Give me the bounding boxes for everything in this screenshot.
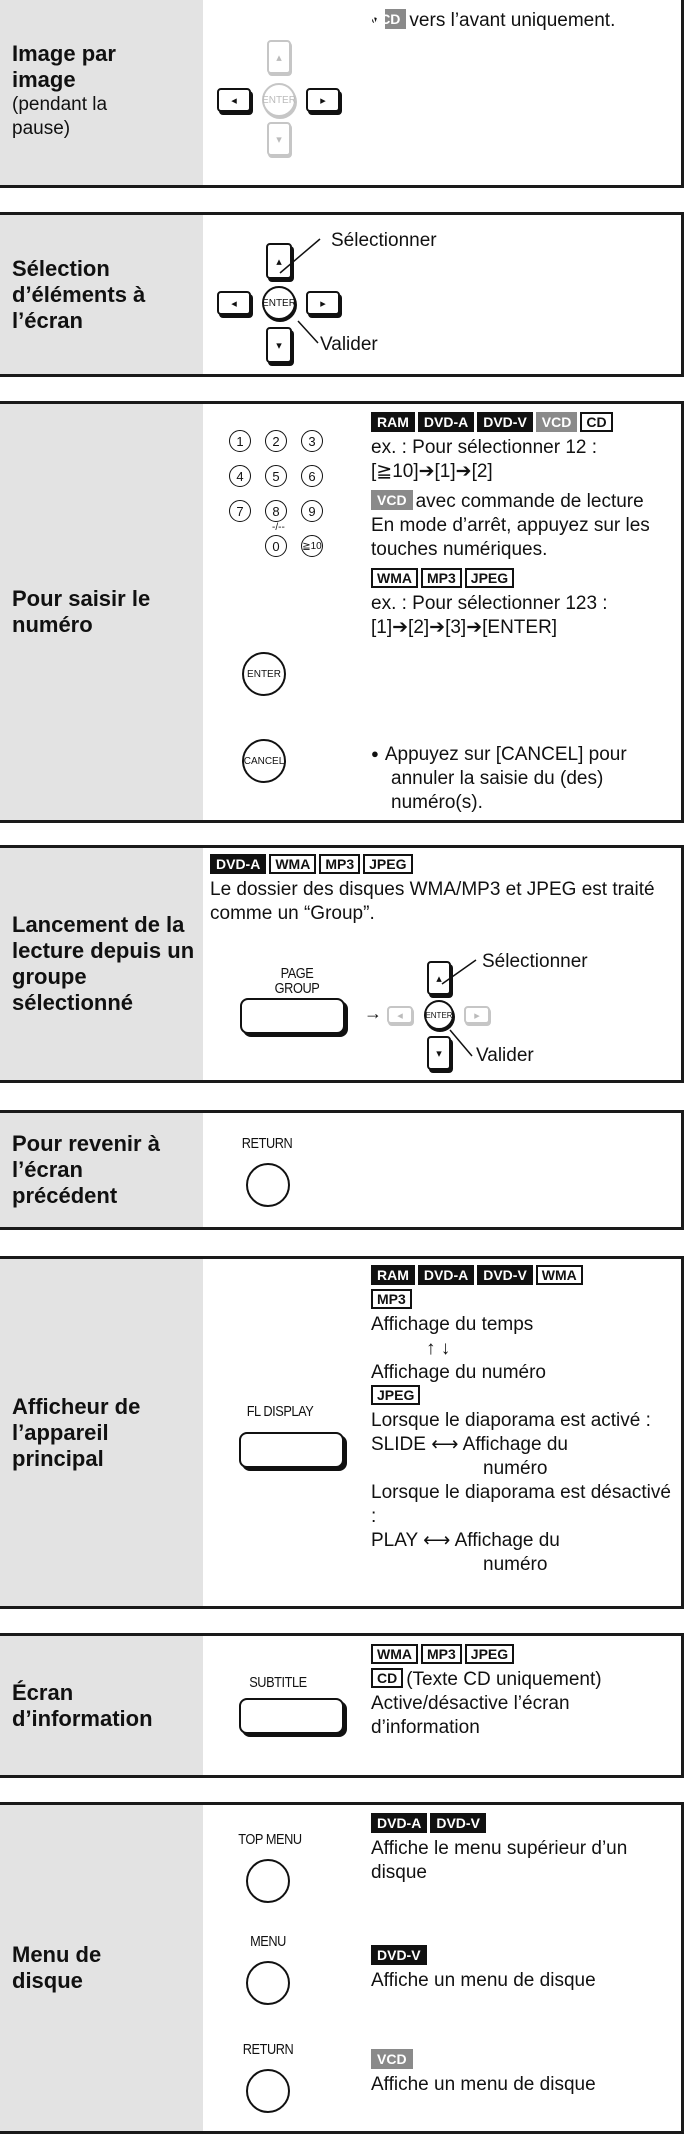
number-text: Affichage du numéro (371, 1362, 546, 1383)
section-return (0, 1110, 684, 1230)
right-button[interactable]: ▸ (464, 1006, 490, 1024)
down-button[interactable]: ▾ (267, 122, 291, 156)
subtitle-label: SUBTITLE (249, 1674, 307, 1691)
section-label (0, 215, 203, 374)
section-fl-display (0, 1256, 684, 1609)
page-group-label: PAGE GROUP (274, 965, 320, 997)
down-button[interactable]: ▾ (266, 327, 292, 363)
section-label (0, 1805, 203, 2131)
return-description: Affiche un menu de disque (371, 2074, 596, 2095)
return-text (371, 2049, 671, 2097)
section-frame-by-frame (0, 0, 684, 188)
top-menu-label: TOP MENU (238, 1831, 302, 1848)
return-label: RETURN (242, 2041, 294, 2058)
format-tags: DVD-A DVD-V (371, 1813, 671, 1837)
enter-button[interactable]: ENTER (262, 83, 296, 117)
key-7[interactable]: 7 (229, 500, 251, 522)
menu-text (371, 1945, 671, 1993)
play-line: PLAY ⟷ Affichage du (371, 1530, 560, 1551)
key-2[interactable]: 2 (265, 430, 287, 452)
label-title: Lancement de la lecture depuis un groupe sélectionné (12, 912, 195, 1015)
format-tags: DVD-A WMA MP3 JPEG (210, 854, 670, 878)
page-group-button[interactable] (240, 998, 345, 1034)
format-tags-1: RAM DVD-A DVD-V VCD CD (371, 412, 671, 436)
section-label (0, 1113, 203, 1227)
confirm-label: Valider (320, 334, 378, 355)
top-menu-text (371, 1813, 671, 1885)
enter-button[interactable]: ENTER (242, 652, 286, 696)
key-4[interactable]: 4 (229, 465, 251, 487)
key-10plus[interactable]: ≧10 (301, 535, 323, 557)
confirm-label: Valider (476, 1045, 534, 1066)
format-tag: VCD (371, 2049, 671, 2073)
label-title: Afficheur de l’appareil principal (12, 1393, 141, 1471)
format-tag: DVD-V (371, 1945, 671, 1969)
return-label: RETURN (241, 1135, 293, 1152)
left-button[interactable]: ◂ (217, 291, 251, 315)
section-label (0, 1259, 203, 1606)
label-subtitle: (pendant la pause) (12, 94, 108, 139)
select-label: Sélectionner (482, 951, 588, 972)
key-1[interactable]: 1 (229, 430, 251, 452)
format-tags: WMA MP3 JPEG (371, 1644, 671, 1668)
enter-button[interactable]: ENTER (424, 1000, 454, 1030)
section-label (0, 848, 203, 1080)
format-tags-2: WMA MP3 JPEG (371, 568, 671, 592)
key-0[interactable]: 0 (265, 535, 287, 557)
section-number-input (0, 401, 684, 823)
label-title: Écran d’information (12, 1679, 153, 1731)
slide-off-text: Lorsque le diaporama est désactivé : (371, 1482, 671, 1527)
slide-on-text: Lorsque le diaporama est activé : (371, 1410, 651, 1431)
section-label (0, 0, 203, 185)
time-text: Affichage du temps (371, 1314, 534, 1335)
format-tags-1: RAM DVD-A DVD-V WMA (371, 1265, 671, 1289)
slide-line-2: numéro (483, 1458, 548, 1479)
up-button[interactable]: ▴ (266, 243, 292, 279)
up-button[interactable]: ▴ (267, 40, 291, 74)
key-8[interactable]: 8 (265, 500, 287, 522)
number-text (371, 412, 671, 640)
label-title: Pour revenir à l’écran précédent (12, 1131, 160, 1208)
select-label: Sélectionner (331, 230, 437, 251)
label-title: Sélection d’éléments à l’écran (12, 255, 146, 333)
section-select-items (0, 212, 684, 377)
enter-button[interactable]: ENTER (262, 286, 296, 320)
menu-description: Affiche un menu de disque (371, 1970, 596, 1991)
display-text (371, 1265, 671, 1577)
info-text (371, 1644, 671, 1740)
section-info-screen (0, 1633, 684, 1778)
sequence-1: [≧10]➔[1]➔[2] (371, 461, 493, 482)
key-5[interactable]: 5 (265, 465, 287, 487)
return-button[interactable] (246, 1163, 290, 1207)
example-2: ex. : Pour sélectionner 123 : (371, 593, 608, 614)
menu-label: MENU (250, 1933, 286, 1950)
format-tag-2: JPEG (371, 1385, 671, 1409)
left-button[interactable]: ◂ (387, 1006, 413, 1024)
format-tag: VCD (385, 9, 407, 29)
example-1: ex. : Pour sélectionner 12 : (371, 437, 598, 458)
stop-mode-text: En mode d’arrêt, appuyez sur les touches numériques. (371, 515, 650, 560)
down-button[interactable]: ▾ (427, 1036, 451, 1070)
left-button[interactable]: ◂ (217, 88, 251, 112)
slide-line: SLIDE ⟷ Affichage du (371, 1434, 568, 1455)
section-disc-menu (0, 1802, 684, 2134)
cancel-note: ● Appuyez sur [CANCEL] pour annuler la saisie du (des) numéro(s). (371, 742, 671, 815)
return-button[interactable] (246, 2069, 290, 2113)
play-line-2: numéro (483, 1554, 548, 1575)
section-label (0, 404, 203, 820)
info-description: Active/désactive l’écran d’information (371, 1693, 570, 1738)
group-text (210, 854, 670, 926)
fl-display-button[interactable] (239, 1432, 344, 1468)
cancel-button[interactable]: CANCEL (242, 739, 286, 783)
top-menu-button[interactable] (246, 1859, 290, 1903)
dash-label: -/-- (272, 522, 285, 533)
group-description: Le dossier des disques WMA/MP3 et JPEG est traité comme un “Group”. (210, 879, 655, 924)
menu-button[interactable] (246, 1961, 290, 2005)
right-button[interactable]: ▸ (306, 291, 340, 315)
fl-display-label: FL DISPLAY (246, 1403, 314, 1420)
key-6[interactable]: 6 (301, 465, 323, 487)
right-button[interactable]: ▸ (306, 88, 340, 112)
key-3[interactable]: 3 (301, 430, 323, 452)
updown-arrows: ↑ ↓ (426, 1338, 451, 1359)
label-title: Menu de disque (12, 1942, 102, 1993)
format-tags-1b: MP3 (371, 1289, 671, 1313)
cd-line: CD (Texte CD uniquement) (371, 1668, 671, 1692)
label-title: Pour saisir le numéro (12, 586, 151, 637)
up-button[interactable]: ▴ (427, 961, 451, 995)
subtitle-button[interactable] (239, 1698, 344, 1734)
vcd-line: VCD avec commande de lecture (371, 490, 671, 514)
label-title: Image par image (12, 41, 116, 92)
frame-note: ● VCD vers l’avant uniquement. (371, 8, 661, 33)
top-menu-description: Affiche le menu supérieur d’un disque (371, 1838, 628, 1883)
key-9[interactable]: 9 (301, 500, 323, 522)
arrow: → (364, 1003, 382, 1023)
section-label (0, 1636, 203, 1775)
sequence-2: [1]➔[2]➔[3]➔[ENTER] (371, 617, 558, 638)
section-group-play (0, 845, 684, 1083)
